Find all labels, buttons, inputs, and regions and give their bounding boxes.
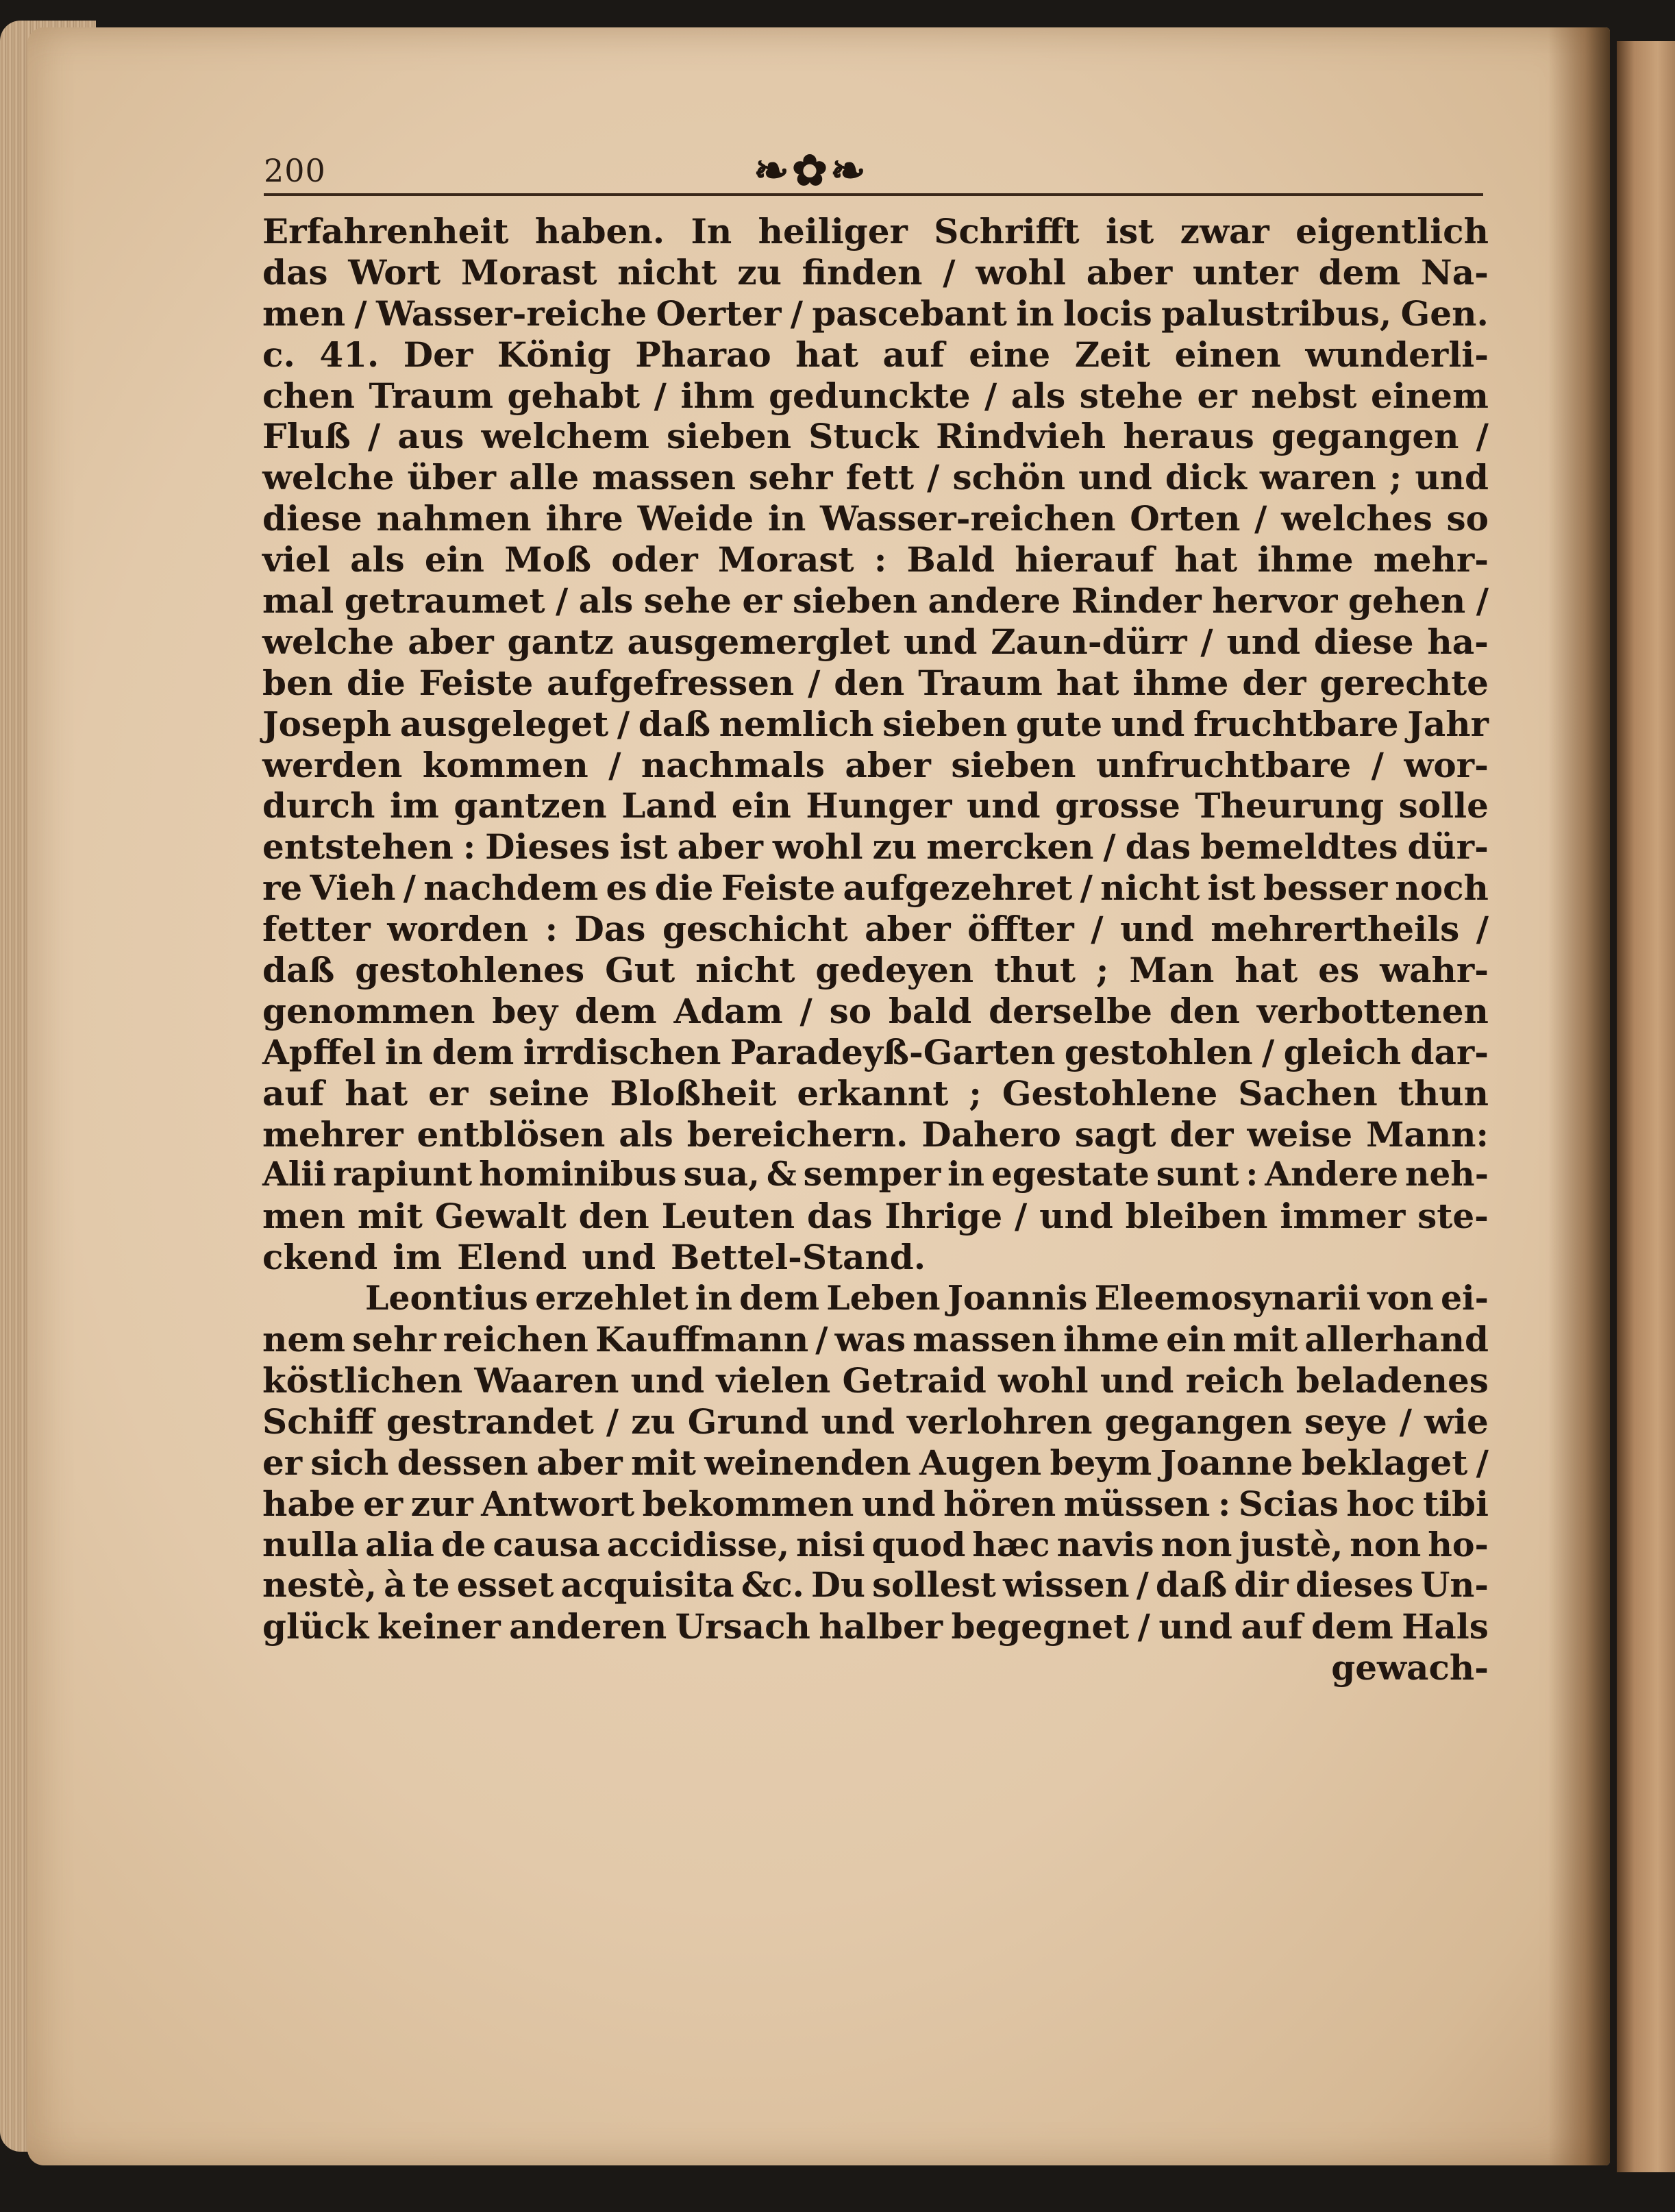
text-line: viel als ein Moß oder Morast : Bald hierauf hat ihme mehr- bbox=[262, 539, 1489, 580]
text-line: Alii rapiunt hominibus sua, & semper in egestate sunt : Andere neh- bbox=[262, 1155, 1489, 1194]
text-line: Apffel in dem irrdischen Paradeyß-Garten gestohlen / gleich dar- bbox=[262, 1031, 1489, 1072]
text-line: glück keiner anderen Ursach halber begegnet / und auf dem Hals bbox=[262, 1606, 1489, 1647]
text-line: fetter worden : Das geschicht aber öffter / und mehrertheils / bbox=[262, 909, 1489, 950]
page-gutter bbox=[1548, 27, 1610, 2165]
text-line: Erfahrenheit haben. In heiliger Schrifft ist zwar eigentlich bbox=[262, 211, 1489, 251]
header-ornament: ❧✿❧ bbox=[754, 145, 869, 195]
text-line: köstlichen Waaren und vielen Getraid wohl und reich beladenes bbox=[262, 1360, 1489, 1401]
text-line: nestè, à te esset acquisita &c. Du sollest wissen / daß dir dieses Un- bbox=[262, 1565, 1489, 1606]
catchword: gewach- bbox=[1331, 1647, 1489, 1688]
text-line: ben die Feiste aufgefressen / den Traum hat ihme der gerechte bbox=[262, 662, 1489, 703]
text-line: daß gestohlenes Gut nicht gedeyen thut ; Man hat es wahr- bbox=[262, 950, 1489, 991]
page-number: 200 bbox=[264, 152, 326, 189]
text-line: das Wort Morast nicht zu finden / wohl aber unter dem Na- bbox=[262, 251, 1489, 293]
text-line: entstehen : Dieses ist aber wohl zu mercken / das bemeldtes dür- bbox=[262, 826, 1489, 868]
body-text bbox=[262, 211, 1489, 1688]
text-line: mehrer entblösen als bereichern. Dahero sagt der weise Mann: bbox=[262, 1114, 1489, 1155]
text-line: Joseph ausgeleget / daß nemlich sieben gute und fruchtbare Jahr bbox=[262, 703, 1489, 744]
text-line: chen Traum gehabt / ihm gedunckte / als stehe er nebst einem bbox=[262, 375, 1489, 416]
next-page-edge bbox=[1617, 41, 1675, 2172]
text-line: welche aber gantz ausgemerglet und Zaun-dürr / und diese ha- bbox=[262, 621, 1489, 662]
text-line: men mit Gewalt den Leuten das Ihrige / und bleiben immer ste- bbox=[262, 1196, 1489, 1237]
text-line: durch im gantzen Land ein Hunger und grosse Theurung solle bbox=[262, 785, 1489, 826]
text-line: habe er zur Antwort bekommen und hören müssen : Scias hoc tibi bbox=[262, 1483, 1489, 1524]
text-line: werden kommen / nachmals aber sieben unfruchtbare / wor- bbox=[262, 744, 1489, 785]
text-line: mal getraumet / als sehe er sieben andere Rinder hervor gehen / bbox=[262, 580, 1489, 622]
text-line: auf hat er seine Bloßheit erkannt ; Gestohlene Sachen thun bbox=[262, 1072, 1489, 1114]
text-line: nulla alia de causa accidisse, nisi quod hæc navis non justè, non ho- bbox=[262, 1524, 1489, 1564]
text-line: nem sehr reichen Kauffmann / was massen ihme ein mit allerhand bbox=[262, 1319, 1489, 1360]
header-rule bbox=[264, 193, 1483, 196]
text-line: men / Wasser-reiche Oerter / pascebant in locis palustribus, Gen. bbox=[262, 293, 1489, 334]
page-header bbox=[264, 145, 1483, 193]
text-line: Fluß / aus welchem sieben Stuck Rindvieh heraus gegangen / bbox=[262, 416, 1489, 457]
text-line: genommen bey dem Adam / so bald derselbe den verbottenen bbox=[262, 990, 1489, 1031]
text-line: er sich dessen aber mit weinenden Augen beym Joanne beklaget / bbox=[262, 1442, 1489, 1483]
text-line: c. 41. Der König Pharao hat auf eine Zeit einen wunderli- bbox=[262, 334, 1489, 375]
text-line: welche über alle massen sehr fett / schön und dick waren ; und bbox=[262, 457, 1489, 498]
text-line: diese nahmen ihre Weide in Wasser-reichen Orten / welches so bbox=[262, 498, 1489, 539]
text-line: Schiff gestrandet / zu Grund und verlohren gegangen seye / wie bbox=[262, 1401, 1489, 1442]
text-line: re Vieh / nachdem es die Feiste aufgezehret / nicht ist besser noch bbox=[262, 868, 1489, 909]
text-line: ckend im Elend und Bettel-Stand. bbox=[262, 1237, 926, 1278]
text-line: Leontius erzehlet in dem Leben Joannis Eleemosynarii von ei- bbox=[365, 1278, 1489, 1318]
